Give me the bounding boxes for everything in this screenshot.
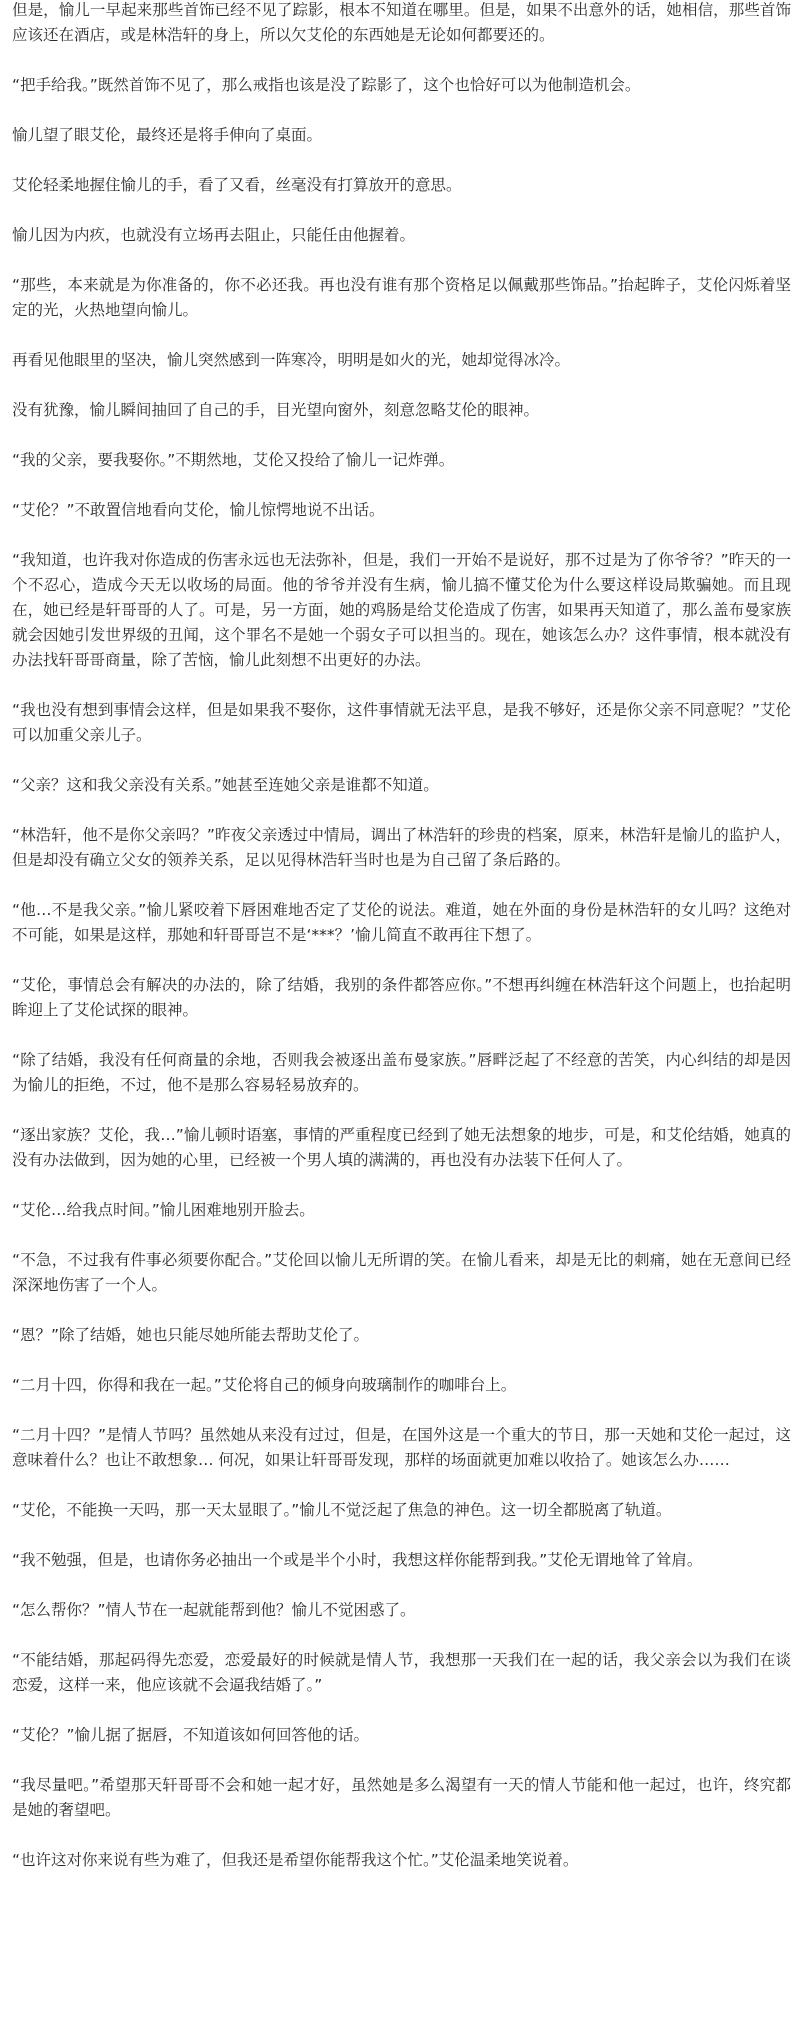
paragraph: “艾伦，不能换一天吗，那一天太显眼了。”愉儿不觉泛起了焦急的神色。这一切全都脱离了轨道。 bbox=[12, 1501, 672, 1519]
paragraph: “艾伦？”愉儿据了据唇，不知道该如何回答他的话。 bbox=[12, 1726, 370, 1744]
paragraph: “二月十四？”是情人节吗？虽然她从来没有过过，但是，在国外这是一个重大的节日，那一天她和艾伦一起过，这意味着什么？也让不敢想象… 何况，如果让轩哥哥发现，那样的场面就更加难以收拾了。她该怎么办…… bbox=[12, 1426, 791, 1469]
paragraph: 再看见他眼里的坚决，愉儿突然感到一阵寒冷，明明是如火的光，她却觉得冰冷。 bbox=[12, 351, 571, 369]
paragraph: “我知道，也许我对你造成的伤害永远也无法弥补，但是，我们一开始不是说好，那不过是为了你爷爷？”昨天的一个不忍心，造成今天无以收场的局面。他的爷爷并没有生病，愉儿搞不懂艾伦为什么要这样设局欺骗她。而且现在，她已经是轩哥哥的人了。可是，另一方面，她的鸡肠是给艾伦造成了伤害，如果再天知道了，那么盖布曼家族就会因她引发世界级的丑闻，这个罪名不是她一个弱女子可以担当的。现在，她该怎么办？这件事情，根本就没有办法找轩哥哥商量，除了苦恼，愉儿此刻想不出更好的办法。 bbox=[12, 551, 791, 669]
paragraph: “我也没有想到事情会这样，但是如果我不娶你，这件事情就无法平息，是我不够好，还是你父亲不同意呢？”艾伦可以加重父亲儿子。 bbox=[12, 701, 791, 744]
paragraph: “父亲？这和我父亲没有关系。”她甚至连她父亲是谁都不知道。 bbox=[12, 776, 439, 794]
paragraph: “他…不是我父亲。”愉儿紧咬着下唇困难地否定了艾伦的说法。难道，她在外面的身份是林浩轩的女儿吗？这绝对不可能，如果是这样，那她和轩哥哥岂不是‘***？’愉儿简直不敢再往下想了。 bbox=[12, 901, 791, 944]
paragraph: “那些，本来就是为你准备的，你不必还我。再也没有谁有那个资格足以佩戴那些饰品。”抬起眸子，艾伦闪烁着坚定的光，火热地望向愉儿。 bbox=[12, 276, 791, 319]
paragraph: 但是，愉儿一早起来那些首饰已经不见了踪影，根本不知道在哪里。但是，如果不出意外的话，她相信，那些首饰应该还在酒店，或是林浩轩的身上，所以欠艾伦的东西她是无论如何都要还的。 bbox=[12, 1, 791, 44]
paragraph: “艾伦？”不敢置信地看向艾伦，愉儿惊愕地说不出话。 bbox=[12, 501, 385, 519]
paragraph: “林浩轩，他不是你父亲吗？”昨夜父亲透过中情局，调出了林浩轩的珍贵的档案，原来，林浩轩是愉儿的监护人，但是却没有确立父女的领养关系，足以见得林浩轩当时也是为自己留了条后路的。 bbox=[12, 826, 791, 869]
paragraph: 艾伦轻柔地握住愉儿的手，看了又看，丝毫没有打算放开的意思。 bbox=[12, 176, 462, 194]
paragraph: “除了结婚，我没有任何商量的余地，否则我会被逐出盖布曼家族。”唇畔泛起了不经意的苦笑，内心纠结的却是因为愉儿的拒绝，不过，他不是那么容易轻易放弃的。 bbox=[12, 1051, 791, 1094]
paragraph: 愉儿因为内疚，也就没有立场再去阻止，只能任由他握着。 bbox=[12, 226, 416, 244]
paragraph: “把手给我。”既然首饰不见了，那么戒指也该是没了踪影了，这个也恰好可以为他制造机会。 bbox=[12, 76, 641, 94]
paragraph: “恩？”除了结婚，她也只能尽她所能去帮助艾伦了。 bbox=[12, 1326, 370, 1344]
paragraph: “我不勉强，但是，也请你务必抽出一个或是半个小时，我想这样你能帮到我。”艾伦无谓地耸了耸肩。 bbox=[12, 1551, 703, 1569]
paragraph: 没有犹豫，愉儿瞬间抽回了自己的手，目光望向窗外，刻意忽略艾伦的眼神。 bbox=[12, 401, 540, 419]
paragraph: “不能结婚，那起码得先恋爱，恋爱最好的时候就是情人节，我想那一天我们在一起的话，我父亲会以为我们在谈恋爱，这样一来，他应该就不会逼我结婚了。” bbox=[12, 1651, 791, 1694]
paragraph: 愉儿望了眼艾伦，最终还是将手伸向了桌面。 bbox=[12, 126, 323, 144]
paragraph: “艾伦，事情总会有解决的办法的，除了结婚，我别的条件都答应你。”不想再纠缠在林浩轩这个问题上，也抬起明眸迎上了艾伦试探的眼神。 bbox=[12, 976, 791, 1019]
paragraph: “我的父亲，要我娶你。”不期然地，艾伦又投给了愉儿一记炸弹。 bbox=[12, 451, 455, 469]
paragraph: “怎么帮你？”情人节在一起就能帮到他？愉儿不觉困惑了。 bbox=[12, 1601, 416, 1619]
paragraph: “二月十四，你得和我在一起。”艾伦将自己的倾身向玻璃制作的咖啡台上。 bbox=[12, 1376, 517, 1394]
paragraph: “艾伦…给我点时间。”愉儿困难地别开脸去。 bbox=[12, 1201, 315, 1219]
paragraph: “不急，不过我有件事必须要你配合。”艾伦回以愉儿无所谓的笑。在愉儿看来，却是无比的刺痛，她在无意间已经深深地伤害了一个人。 bbox=[12, 1251, 791, 1294]
paragraph: “也许这对你来说有些为难了，但我还是希望你能帮我这个忙。”艾伦温柔地笑说着。 bbox=[12, 1851, 579, 1869]
paragraph: “我尽量吧。”希望那天轩哥哥不会和她一起才好，虽然她是多么渴望有一天的情人节能和他一起过，也许，终究都是她的奢望吧。 bbox=[12, 1776, 791, 1819]
paragraph: “逐出家族？艾伦，我…”愉儿顿时语塞，事情的严重程度已经到了她无法想象的地步，可是，和艾伦结婚，她真的没有办法做到，因为她的心里，已经被一个男人填的满满的，再也没有办法装下任何人了。 bbox=[12, 1126, 791, 1169]
